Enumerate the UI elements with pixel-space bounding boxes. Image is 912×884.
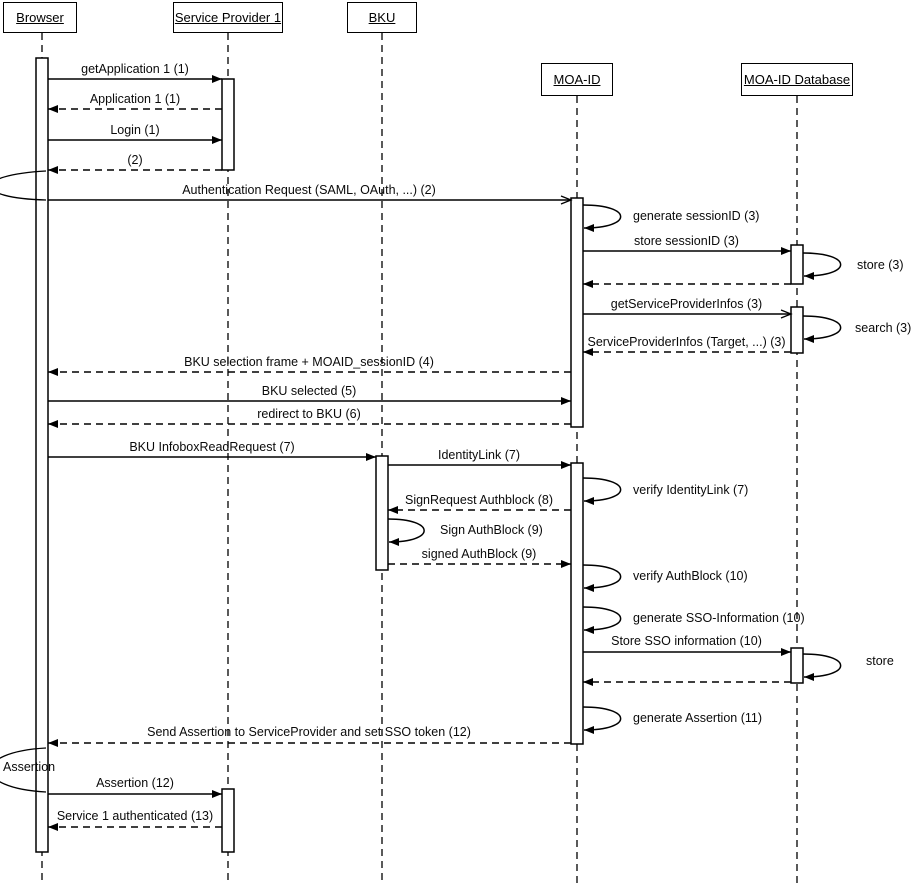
message-label: IdentityLink (7) [438, 448, 520, 462]
actor-label: Browser [16, 10, 64, 25]
message-label: BKU selected (5) [261, 384, 357, 398]
message-label: Login (1) [110, 123, 160, 137]
activation-bar-moa-id-2 [571, 463, 583, 744]
actor-box-bku [347, 2, 417, 33]
self-loop-arrow [583, 478, 621, 501]
message-label: store [866, 654, 894, 668]
message-label: Store SSO information (10) [611, 634, 762, 648]
message-label: search (3) [855, 321, 912, 335]
actor-box-moa-id-database [741, 63, 853, 96]
message-label: (2) [127, 153, 143, 167]
activation-bar-bku [376, 456, 388, 570]
message-label: generate sessionID (3) [633, 209, 760, 223]
activation-bar-service-provider-2 [222, 789, 234, 852]
message-label: verify IdentityLink (7) [633, 483, 749, 497]
message-label: Sign AuthBlock (9) [440, 523, 543, 537]
message-label: Assertion [3, 760, 56, 774]
message-label: verify AuthBlock (10) [633, 569, 748, 583]
message-label: Assertion (12) [96, 776, 174, 790]
actor-box-browser [3, 2, 77, 33]
actor-label: MOA-ID [553, 72, 601, 87]
message-label: store (3) [857, 258, 904, 272]
message-label: Service 1 authenticated (13) [56, 809, 214, 823]
activation-bar-moa-id-1 [571, 198, 583, 427]
self-loop-arrow [803, 654, 841, 677]
message-label: getApplication 1 (1) [81, 62, 189, 76]
message-label: Authentication Request (SAML, OAuth, ...) (2) [182, 183, 436, 197]
activation-bar-db-3 [791, 648, 803, 683]
message-label: BKU selection frame + MOAID_sessionID (4) [184, 355, 434, 369]
actor-box-moa-id [541, 63, 613, 96]
self-loop-arrow [583, 707, 621, 730]
message-label: ServiceProviderInfos (Target, ...) (3) [587, 335, 786, 349]
message-label: SignRequest Authblock (8) [404, 493, 553, 507]
self-loop-arrow [583, 565, 621, 588]
message-label: generate SSO-Information (10) [633, 611, 805, 625]
message-label: store sessionID (3) [634, 234, 739, 248]
self-loop-arrow [803, 316, 841, 339]
message-label: Send Assertion to ServiceProvider and set SSO token (12) [147, 725, 471, 739]
self-loop-arrow [388, 519, 424, 542]
actor-label: BKU [368, 10, 396, 25]
actor-label: Service Provider 1 [174, 10, 282, 25]
actor-label: MOA-ID Database [743, 72, 851, 87]
activation-bar-browser [36, 58, 48, 852]
actor-box-service-provider-1 [173, 2, 283, 33]
message-label: generate Assertion (11) [633, 711, 763, 725]
self-loop-arrow [583, 607, 621, 630]
message-label: Application 1 (1) [89, 92, 181, 106]
message-label: redirect to BKU (6) [257, 407, 361, 421]
activation-bar-db-1 [791, 245, 803, 284]
message-label: BKU InfoboxReadRequest (7) [129, 440, 295, 454]
message-label: signed AuthBlock (9) [421, 547, 537, 561]
self-loop-arrow [583, 205, 621, 228]
activation-bar-service-provider-1 [222, 79, 234, 170]
message-label: getServiceProviderInfos (3) [610, 297, 763, 311]
activation-bar-db-2 [791, 307, 803, 353]
self-loop-arrow [803, 253, 841, 276]
